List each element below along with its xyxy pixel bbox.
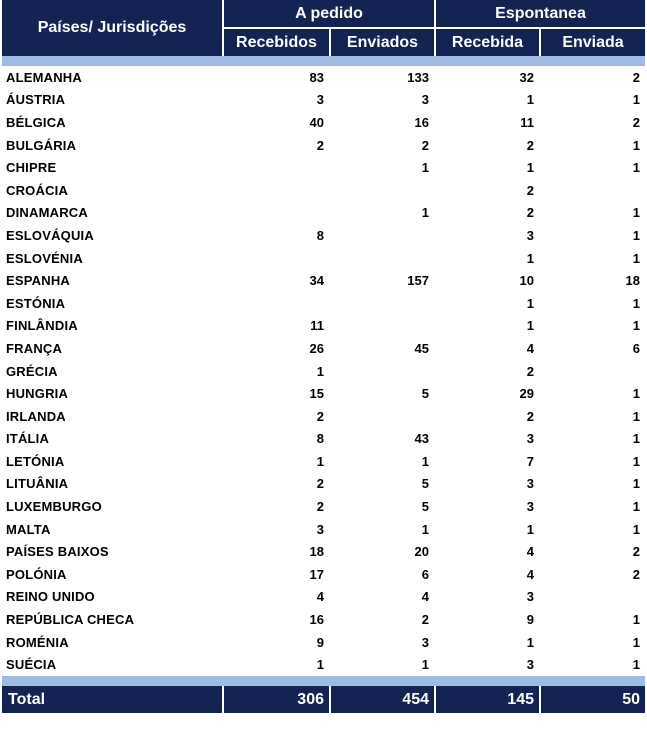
cell-enviados: 2 bbox=[421, 612, 429, 628]
cell-enviados bbox=[329, 405, 434, 428]
header-group-a-pedido: A pedido bbox=[222, 0, 434, 29]
cell-recebidos: 1 bbox=[316, 657, 324, 673]
cell-recebidos bbox=[222, 179, 329, 202]
cell-enviada: 2 bbox=[632, 69, 640, 85]
table-row bbox=[2, 608, 645, 631]
header-separator bbox=[2, 56, 645, 66]
cell-recebidos: 9 bbox=[316, 634, 324, 650]
cell-enviados: 3 bbox=[421, 634, 429, 650]
cell-enviada bbox=[539, 179, 645, 202]
cell-recebidos: 16 bbox=[309, 612, 324, 628]
cell-enviada: 1 bbox=[632, 476, 640, 492]
cell-country: HUNGRIA bbox=[6, 386, 69, 402]
cell-enviados bbox=[329, 360, 434, 383]
table-row bbox=[2, 495, 645, 518]
cell-enviados: 43 bbox=[414, 431, 429, 447]
cell-recebida: 2 bbox=[526, 205, 534, 221]
cell-country: CHIPRE bbox=[6, 160, 57, 176]
cell-recebida: 1 bbox=[526, 634, 534, 650]
cell-recebida: 3 bbox=[526, 476, 534, 492]
cell-enviada: 1 bbox=[632, 612, 640, 628]
cell-recebidos: 2 bbox=[316, 476, 324, 492]
cell-enviada: 1 bbox=[632, 386, 640, 402]
cell-country: POLÓNIA bbox=[6, 566, 67, 582]
cell-recebida: 3 bbox=[526, 589, 534, 605]
cell-recebida: 1 bbox=[526, 92, 534, 108]
cell-enviados: 1 bbox=[421, 160, 429, 176]
header-group-espontanea: Espontanea bbox=[434, 0, 645, 29]
cell-recebida: 1 bbox=[526, 160, 534, 176]
table-row bbox=[2, 518, 645, 541]
header-enviados: Enviados bbox=[329, 29, 434, 56]
cell-recebida: 1 bbox=[526, 295, 534, 311]
table-row bbox=[2, 540, 645, 563]
cell-enviada: 1 bbox=[632, 137, 640, 153]
table-row bbox=[2, 631, 645, 654]
table-row bbox=[2, 292, 645, 315]
table-row bbox=[2, 315, 645, 338]
cell-country: BULGÁRIA bbox=[6, 137, 77, 153]
cell-country: ESLOVÉNIA bbox=[6, 250, 83, 266]
total-label: Total bbox=[2, 686, 222, 713]
cell-recebida: 4 bbox=[526, 566, 534, 582]
cell-enviados bbox=[329, 292, 434, 315]
cell-recebida: 2 bbox=[526, 137, 534, 153]
table-row bbox=[2, 247, 645, 270]
cell-enviados: 5 bbox=[421, 499, 429, 515]
cell-recebida: 32 bbox=[519, 69, 534, 85]
cell-recebidos: 3 bbox=[316, 521, 324, 537]
cell-enviados: 4 bbox=[421, 589, 429, 605]
cell-recebidos: 3 bbox=[316, 92, 324, 108]
cell-enviada: 1 bbox=[632, 499, 640, 515]
cell-enviados: 1 bbox=[421, 453, 429, 469]
cell-enviada: 1 bbox=[632, 453, 640, 469]
total-enviada: 50 bbox=[539, 686, 645, 713]
table-row bbox=[2, 473, 645, 496]
cell-recebidos: 2 bbox=[316, 499, 324, 515]
cell-country: ALEMANHA bbox=[6, 69, 82, 85]
cell-enviados bbox=[329, 315, 434, 338]
cell-recebidos bbox=[222, 156, 329, 179]
cell-enviados bbox=[329, 179, 434, 202]
table-row bbox=[2, 111, 645, 134]
cell-enviados: 16 bbox=[414, 114, 429, 130]
cell-enviados: 1 bbox=[421, 521, 429, 537]
cell-country: ÁUSTRIA bbox=[6, 92, 66, 108]
table-row bbox=[2, 269, 645, 292]
cell-recebida: 29 bbox=[519, 386, 534, 402]
cell-country: PAÍSES BAIXOS bbox=[6, 544, 109, 560]
cell-enviada: 1 bbox=[632, 431, 640, 447]
cell-country: ESLOVÁQUIA bbox=[6, 227, 94, 243]
cell-enviada: 1 bbox=[632, 227, 640, 243]
cell-country: REPÚBLICA CHECA bbox=[6, 612, 135, 628]
cell-country: IRLANDA bbox=[6, 408, 66, 424]
cell-country: FINLÂNDIA bbox=[6, 318, 78, 334]
cell-enviados: 6 bbox=[421, 566, 429, 582]
cell-country: LITUÂNIA bbox=[6, 476, 69, 492]
cell-enviada: 1 bbox=[632, 205, 640, 221]
cell-recebida: 2 bbox=[526, 182, 534, 198]
data-table-container bbox=[2, 0, 645, 713]
total-recebida: 145 bbox=[434, 686, 539, 713]
table-row bbox=[2, 653, 645, 676]
cell-enviada: 1 bbox=[632, 521, 640, 537]
cell-country: FRANÇA bbox=[6, 340, 63, 356]
cell-enviada: 2 bbox=[632, 566, 640, 582]
cell-recebidos: 1 bbox=[316, 363, 324, 379]
cell-country: ITÁLIA bbox=[6, 431, 50, 447]
cell-enviada: 1 bbox=[632, 250, 640, 266]
cell-enviada: 18 bbox=[625, 273, 640, 289]
header-row-groups bbox=[2, 0, 645, 29]
cell-recebida: 7 bbox=[526, 453, 534, 469]
table-row bbox=[2, 382, 645, 405]
cell-enviados: 3 bbox=[421, 92, 429, 108]
header-country: Países/ Jurisdições bbox=[2, 0, 222, 56]
cell-country: REINO UNIDO bbox=[6, 589, 95, 605]
cell-enviados: 20 bbox=[414, 544, 429, 560]
cell-recebida: 1 bbox=[526, 250, 534, 266]
cell-country: BÉLGICA bbox=[6, 114, 66, 130]
cell-enviada: 1 bbox=[632, 295, 640, 311]
cell-recebidos: 26 bbox=[309, 340, 324, 356]
table-row bbox=[2, 179, 645, 202]
cell-country: MALTA bbox=[6, 521, 51, 537]
cell-recebida: 4 bbox=[526, 340, 534, 356]
cell-country: DINAMARCA bbox=[6, 205, 88, 221]
cell-enviados: 5 bbox=[421, 386, 429, 402]
table-row bbox=[2, 586, 645, 609]
cell-enviados bbox=[329, 224, 434, 247]
table-row bbox=[2, 428, 645, 451]
cell-recebidos: 2 bbox=[316, 408, 324, 424]
separator-bar bbox=[2, 56, 645, 66]
exchange-table bbox=[2, 0, 645, 713]
cell-recebida: 3 bbox=[526, 227, 534, 243]
header-recebidos: Recebidos bbox=[222, 29, 329, 56]
separator-bar bbox=[2, 676, 645, 686]
cell-enviada: 1 bbox=[632, 92, 640, 108]
cell-recebidos: 17 bbox=[309, 566, 324, 582]
cell-enviada: 1 bbox=[632, 408, 640, 424]
cell-enviada bbox=[539, 360, 645, 383]
cell-recebidos: 8 bbox=[316, 227, 324, 243]
cell-country: LETÓNIA bbox=[6, 453, 65, 469]
cell-country: ESTÓNIA bbox=[6, 295, 66, 311]
table-body bbox=[2, 66, 645, 676]
cell-enviados: 133 bbox=[407, 69, 429, 85]
table-row bbox=[2, 89, 645, 112]
table-row bbox=[2, 405, 645, 428]
table-row bbox=[2, 450, 645, 473]
cell-recebida: 3 bbox=[526, 431, 534, 447]
table-row bbox=[2, 202, 645, 225]
cell-enviada: 6 bbox=[632, 340, 640, 356]
header-enviada: Enviada bbox=[539, 29, 645, 56]
cell-recebidos: 8 bbox=[316, 431, 324, 447]
cell-recebidos: 34 bbox=[309, 273, 324, 289]
total-row bbox=[2, 686, 645, 713]
cell-country: SUÉCIA bbox=[6, 657, 57, 673]
footer-separator bbox=[2, 676, 645, 686]
table-row bbox=[2, 360, 645, 383]
cell-recebidos: 4 bbox=[316, 589, 324, 605]
cell-enviados: 157 bbox=[407, 273, 429, 289]
cell-recebida: 2 bbox=[526, 363, 534, 379]
cell-recebidos: 15 bbox=[309, 386, 324, 402]
cell-enviada: 1 bbox=[632, 657, 640, 673]
table-row bbox=[2, 224, 645, 247]
cell-recebida: 3 bbox=[526, 499, 534, 515]
cell-enviados: 1 bbox=[421, 205, 429, 221]
cell-recebida: 4 bbox=[526, 544, 534, 560]
cell-country: CROÁCIA bbox=[6, 182, 69, 198]
cell-recebidos: 40 bbox=[309, 114, 324, 130]
cell-recebida: 11 bbox=[520, 114, 534, 130]
table-row bbox=[2, 156, 645, 179]
cell-recebidos: 83 bbox=[309, 69, 324, 85]
cell-country: GRÉCIA bbox=[6, 363, 58, 379]
cell-recebida: 3 bbox=[526, 657, 534, 673]
cell-enviada: 1 bbox=[632, 634, 640, 650]
cell-country: ROMÉNIA bbox=[6, 634, 69, 650]
cell-enviados: 2 bbox=[421, 137, 429, 153]
cell-enviada: 2 bbox=[632, 544, 640, 560]
cell-country: LUXEMBURGO bbox=[6, 499, 102, 515]
cell-recebidos bbox=[222, 202, 329, 225]
table-row bbox=[2, 337, 645, 360]
cell-recebidos bbox=[222, 292, 329, 315]
table-row bbox=[2, 66, 645, 89]
total-recebidos: 306 bbox=[222, 686, 329, 713]
cell-recebidos: 1 bbox=[316, 453, 324, 469]
cell-recebida: 1 bbox=[526, 521, 534, 537]
cell-enviada: 1 bbox=[632, 318, 640, 334]
total-enviados: 454 bbox=[329, 686, 434, 713]
cell-enviada: 2 bbox=[632, 114, 640, 130]
cell-recebidos: 18 bbox=[309, 544, 324, 560]
cell-enviados bbox=[329, 247, 434, 270]
cell-recebida: 9 bbox=[526, 612, 534, 628]
cell-enviada bbox=[539, 586, 645, 609]
cell-recebidos bbox=[222, 247, 329, 270]
cell-recebida: 10 bbox=[519, 273, 534, 289]
cell-enviados: 45 bbox=[414, 340, 429, 356]
cell-recebidos: 2 bbox=[316, 137, 324, 153]
cell-recebidos: 11 bbox=[310, 318, 324, 334]
table-row bbox=[2, 563, 645, 586]
table-row bbox=[2, 134, 645, 157]
cell-enviados: 1 bbox=[421, 657, 429, 673]
cell-enviados: 5 bbox=[421, 476, 429, 492]
cell-enviada: 1 bbox=[632, 160, 640, 176]
cell-country: ESPANHA bbox=[6, 273, 71, 289]
cell-recebida: 1 bbox=[526, 318, 534, 334]
cell-recebida: 2 bbox=[526, 408, 534, 424]
header-recebida: Recebida bbox=[434, 29, 539, 56]
